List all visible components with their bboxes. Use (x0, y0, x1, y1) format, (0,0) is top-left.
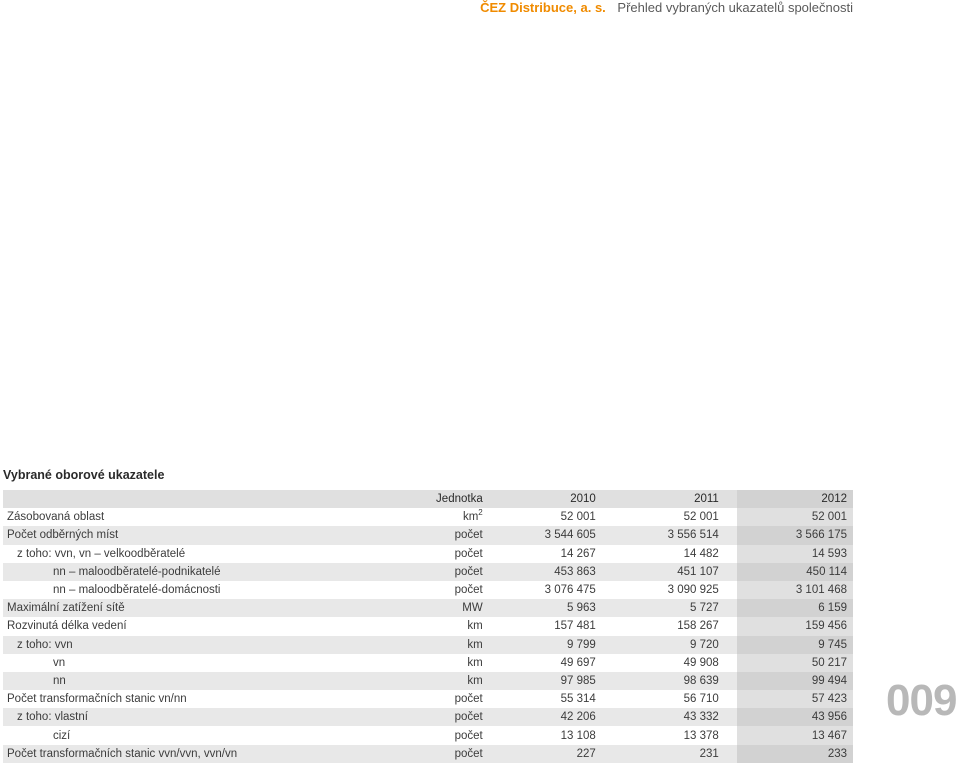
row-unit: MW (409, 599, 491, 617)
table-row (3, 581, 853, 599)
table-row (3, 745, 853, 763)
row-unit: km (409, 672, 491, 690)
value-2010: 13 108 (491, 726, 614, 744)
row-unit: počet (409, 526, 491, 544)
row-unit: km (409, 654, 491, 672)
table-row (3, 599, 853, 617)
row-unit: počet (409, 545, 491, 563)
row-label: nn (3, 672, 409, 690)
value-2011: 5 727 (614, 599, 737, 617)
value-2011: 451 107 (614, 563, 737, 581)
row-unit: km (409, 617, 491, 635)
row-label: Počet transformačních stanic vvn/vvn, vvn/vn (3, 745, 409, 763)
value-2011: 43 332 (614, 708, 737, 726)
value-2010: 157 481 (491, 617, 614, 635)
page-number: 009 (886, 676, 957, 725)
value-2011: 158 267 (614, 617, 737, 635)
value-2010: 97 985 (491, 672, 614, 690)
value-2010: 14 267 (491, 545, 614, 563)
table-row (3, 726, 853, 744)
row-label: nn – maloodběratelé-domácnosti (3, 581, 409, 599)
value-2010: 5 963 (491, 599, 614, 617)
row-label: z toho: vvn, vn – velkoodběratelé (3, 545, 409, 563)
row-unit: počet (409, 563, 491, 581)
value-2011: 98 639 (614, 672, 737, 690)
value-2010: 9 799 (491, 636, 614, 654)
value-2010: 49 697 (491, 654, 614, 672)
value-2011: 13 378 (614, 726, 737, 744)
value-2012: 159 456 (737, 617, 853, 635)
value-2012: 13 467 (737, 726, 853, 744)
header-2011: 2011 (614, 490, 737, 508)
value-2012: 57 423 (737, 690, 853, 708)
row-label: Zásobovaná oblast (3, 508, 409, 526)
value-2011: 3 090 925 (614, 581, 737, 599)
value-2010: 3 076 475 (491, 581, 614, 599)
table-row (3, 563, 853, 581)
value-2011: 3 556 514 (614, 526, 737, 544)
table-row (3, 617, 853, 635)
table-row (3, 636, 853, 654)
value-2010: 42 206 (491, 708, 614, 726)
table-row (3, 654, 853, 672)
value-2011: 14 482 (614, 545, 737, 563)
value-2012: 233 (737, 745, 853, 763)
value-2011: 52 001 (614, 508, 737, 526)
value-2012: 14 593 (737, 545, 853, 563)
table-row (3, 526, 853, 544)
unit-superscript: 2 (478, 508, 483, 518)
value-2010: 55 314 (491, 690, 614, 708)
row-unit: počet (409, 745, 491, 763)
value-2010: 3 544 605 (491, 526, 614, 544)
row-label: Počet odběrných míst (3, 526, 409, 544)
row-unit: počet (409, 708, 491, 726)
row-label: nn – maloodběratelé-podnikatelé (3, 563, 409, 581)
document-subtitle: Přehled vybraných ukazatelů společnosti (617, 0, 853, 15)
header-2010: 2010 (491, 490, 614, 508)
table-row (3, 708, 853, 726)
header-label (3, 490, 409, 508)
value-2012: 52 001 (737, 508, 853, 526)
value-2011: 9 720 (614, 636, 737, 654)
value-2012: 43 956 (737, 708, 853, 726)
row-label: Počet transformačních stanic vn/nn (3, 690, 409, 708)
value-2012: 9 745 (737, 636, 853, 654)
row-label: Maximální zatížení sítě (3, 599, 409, 617)
page-header (480, 0, 853, 16)
table-row (3, 545, 853, 563)
table-row (3, 690, 853, 708)
row-label: Rozvinutá délka vedení (3, 617, 409, 635)
value-2010: 453 863 (491, 563, 614, 581)
row-unit (409, 508, 491, 526)
value-2012: 3 566 175 (737, 526, 853, 544)
value-2011: 231 (614, 745, 737, 763)
value-2012: 450 114 (737, 563, 853, 581)
row-unit: počet (409, 581, 491, 599)
value-2012: 6 159 (737, 599, 853, 617)
company-name: ČEZ Distribuce, a. s. (480, 0, 606, 15)
section-title: Vybrané oborové ukazatele (3, 468, 165, 482)
row-label: vn (3, 654, 409, 672)
indicators-table (3, 490, 853, 763)
table-row (3, 508, 853, 526)
row-unit: km (409, 636, 491, 654)
row-unit: počet (409, 690, 491, 708)
value-2011: 49 908 (614, 654, 737, 672)
table-header-row (3, 490, 853, 508)
value-2012: 3 101 468 (737, 581, 853, 599)
header-unit: Jednotka (409, 490, 491, 508)
header-2012: 2012 (737, 490, 853, 508)
value-2012: 99 494 (737, 672, 853, 690)
unit-text: km (462, 511, 479, 524)
table-row (3, 672, 853, 690)
value-2011: 56 710 (614, 690, 737, 708)
value-2012: 50 217 (737, 654, 853, 672)
row-label: z toho: vvn (3, 636, 409, 654)
row-label: z toho: vlastní (3, 708, 409, 726)
row-unit: počet (409, 726, 491, 744)
value-2010: 227 (491, 745, 614, 763)
value-2010: 52 001 (491, 508, 614, 526)
row-label: cizí (3, 726, 409, 744)
